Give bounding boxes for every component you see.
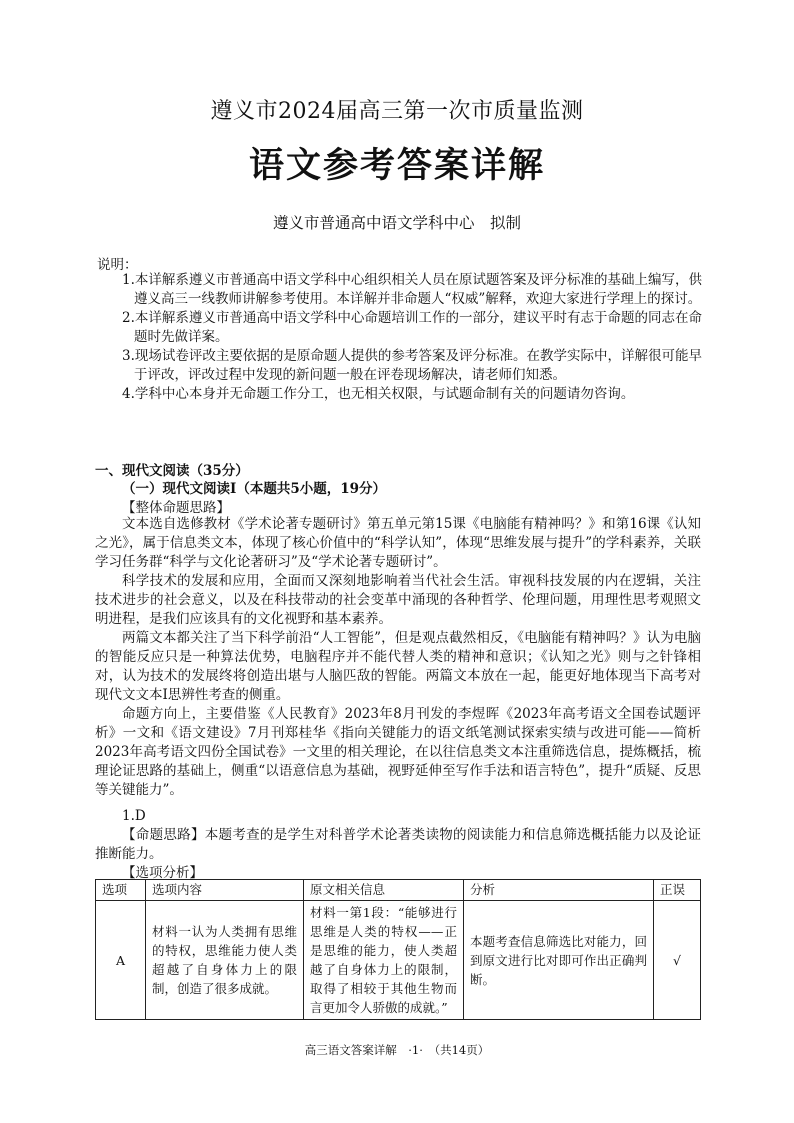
- notes-list: [122, 271, 702, 404]
- note-item: 4.学科中心本身并无命题工作分工，也无相关权限，与试题命制有关的问题请勿咨询。: [122, 386, 635, 402]
- idea-paragraph: 【命题思路】本题考查的是学生对科普学术论著类读物的阅读能力和信息筛选概括能力以及论证推断能力。: [95, 827, 701, 862]
- options-label: 【选项分析】: [122, 865, 203, 881]
- section-heading: 一、现代文阅读（35分）: [95, 463, 249, 479]
- notes-title: 说明：: [97, 257, 138, 273]
- body-paragraph: 科学技术的发展和应用，全面而又深刻地影响着当代社会生活。审视科技发展的内在逻辑，关注技术进步的社会意义，以及在科技带动的社会变革中涌现的各种哲学、伦理问题，用理性思考观照文明进程，是我们应该具有的文化视野和基本素养。: [95, 573, 701, 627]
- cell-analysis: 本题考查信息筛选比对能力，回到原文进行比对即可作出正确判断。: [464, 901, 654, 1020]
- document-title: 语文参考答案详解: [248, 145, 545, 186]
- cell-option: A: [96, 901, 146, 1020]
- author-line: 遵义市普通高中语文学科中心 拟制: [272, 214, 521, 232]
- body-paragraph: 两篇文本都关注了当下科学前沿“人工智能”，但是观点截然相反，《电脑能有精神吗？》认为电脑的智能反应只是一种算法优势，电脑程序并不能代替人类的精神和意识；《认知之光》则与之针锋相对，认为技术的发展终将创造出堪与人脑匹敌的智能。两篇文本放在一起，能更好地体现当下高考对现代文文本Ⅰ思辨性考查的侧重。: [95, 630, 701, 703]
- note-item: 3.现场试卷评改主要依据的是原命题人提供的参考答案及评分标准。在教学实际中，详解很可能早于评改，评改过程中发现的新问题一般在评卷现场解决，请老师们知悉。: [122, 348, 702, 383]
- col-header-content: 选项内容: [146, 880, 304, 901]
- body-paragraph: 命题方向上，主要借鉴《人民教育》2023年8月刊发的李煜晖《2023年高考语文全国卷试题评析》一文和《语文建设》7月刊郑桂华《指向关键能力的语文纸笔测试探索实绩与改进可能——简析2023年高考语文四份全国试卷》一文里的相关理论，在以往信息类文本注重筛选信息，提炼概括，梳理论证思路的基础上，侧重“以语意信息为基础，视野延伸至写作手法和语言特色”，提升“质疑、反思等关键能力”。: [95, 706, 701, 798]
- subsection-heading: （一）现代文阅读Ⅰ（本题共5小题，19分）: [122, 481, 386, 497]
- col-header-analysis: 分析: [464, 880, 654, 901]
- note-item: 1.本详解系遵义市普通高中语文学科中心组织相关人员在原试题答案及评分标准的基础上编写，供遵义高三一线教师讲解参考使用。本详解并非命题人“权威”解释，欢迎大家进行学理上的探讨。: [122, 272, 702, 307]
- note-item: 2.本详解系遵义市普通高中语文学科中心命题培训工作的一部分，建议平时有志于命题的同志在命题时先做详案。: [122, 310, 702, 345]
- table-header-row: [96, 880, 701, 901]
- cell-source: 材料一第1段：“能够进行思维是人类的特权——正是思维的能力，使人类超越了自身体力上的限制，取得了相较于其他生物而言更加令人骄傲的成就。”: [304, 901, 464, 1020]
- page-footer: 高三语文答案详解 ·1· （共14页）: [304, 1043, 490, 1057]
- options-table: [95, 879, 701, 1020]
- overview-body: [95, 515, 701, 800]
- overview-label: 【整体命题思路】: [122, 500, 230, 516]
- question-idea: [95, 826, 701, 864]
- table-row: [96, 901, 701, 1020]
- cell-content: 材料一认为人类拥有思维的特权，思维能力使人类超越了自身体力上的限制，创造了很多成就。: [146, 901, 304, 1020]
- col-header-option: 选项: [96, 880, 146, 901]
- question-number: 1.D: [122, 808, 146, 824]
- cell-verdict: √: [654, 901, 701, 1020]
- body-paragraph: 文本选自选修教材《学术论著专题研讨》第五单元第15课《电脑能有精神吗？》和第16课《认知之光》，属于信息类文本，体现了核心价值中的“科学认知”，体现“思维发展与提升”的学科素养，关联学习任务群“科学与文化论著研习”及“学术论著专题研讨”。: [95, 516, 701, 570]
- col-header-verdict: 正误: [654, 880, 701, 901]
- col-header-source: 原文相关信息: [304, 880, 464, 901]
- exam-title: 遵义市2024届高三第一次市质量监测: [210, 99, 584, 124]
